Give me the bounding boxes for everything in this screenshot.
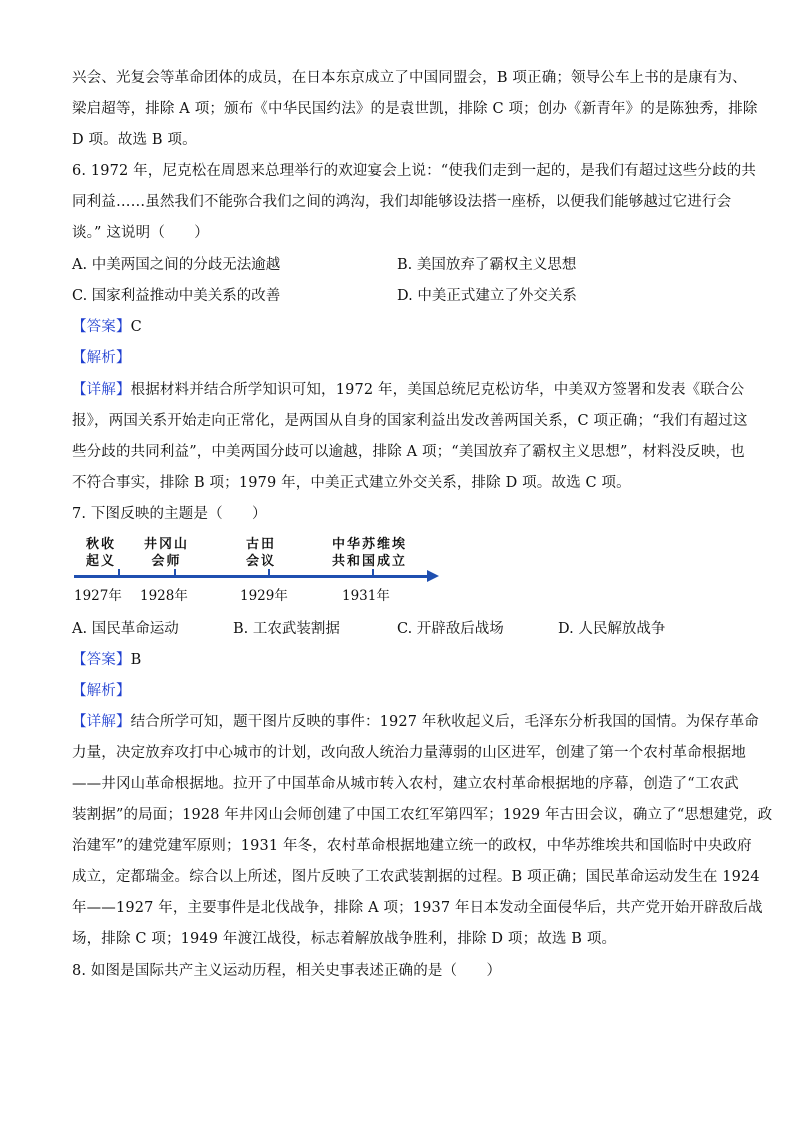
q6-option-a: A. 中美两国之间的分歧无法逾越 [72, 257, 281, 273]
q6-option-d: D. 中美正式建立了外交关系 [397, 288, 577, 304]
analysis-tag: 【解析】 [72, 350, 131, 366]
answer-value: C [130, 319, 142, 335]
timeline-year: 1927年 [74, 588, 122, 604]
q7-detail: 成立，定都瑞金。综合以上所述，图片反映了工农武装割据的过程。B 项正确；国民革命运动发生在 1924 [72, 869, 760, 885]
timeline-event-label [144, 536, 189, 570]
q7-option-d: D. 人民解放战争 [558, 621, 666, 637]
q6-analysis-tag [72, 348, 722, 368]
detail-text: 结合所学可知，题干图片反映的事件：1927 年秋收起义后，毛泽东分析我国的国情。为保存革命 [130, 714, 759, 730]
q7-option-a: A. 国民革命运动 [72, 621, 179, 637]
timeline-figure [72, 532, 452, 606]
timeline-tick [268, 569, 270, 576]
q7-option-b: B. 工农武装割据 [233, 621, 340, 637]
timeline-event-label [86, 536, 116, 570]
q7-detail [72, 712, 759, 732]
q6-detail: 报》，两国关系开始走向正常化，是两国从自身的国家利益出发改善两国关系，C 项正确；“我们有超过这 [72, 413, 748, 429]
timeline-event-line: 古田 [246, 537, 277, 552]
timeline-tick [118, 569, 120, 576]
timeline-event-line: 中华苏维埃 [332, 537, 408, 552]
q6-stem: 谈。” 这说明（ ） [72, 225, 209, 241]
q7-detail: 场，排除 C 项；1949 年渡江战役，标志着解放战争胜利，排除 D 项；故选 B 项。 [72, 931, 617, 947]
q7-detail: 治建军”的建党建军原则；1931 年冬，农村革命根据地建立统一的政权，中华苏维埃共和国临时中央政府 [72, 838, 752, 854]
timeline-event-label [246, 536, 276, 570]
timeline-event-line: 井冈山 [144, 537, 190, 552]
q6-stem: 6. 1972 年，尼克松在周恩来总理举行的欢迎宴会上说：“使我们走到一起的，是我们有超过这些分歧的共 [72, 163, 757, 179]
q6-option-c: C. 国家利益推动中美关系的改善 [72, 288, 281, 304]
detail-text: 根据材料并结合所学知识可知，1972 年，美国总统尼克松访华，中美双方签署和发表《联合公 [130, 382, 745, 398]
timeline-event-label [332, 536, 407, 570]
analysis-tag: 【解析】 [72, 683, 131, 699]
q8-stem: 8. 如图是国际共产主义运动历程，相关史事表述正确的是（ ） [72, 963, 502, 979]
q6-detail: 些分歧的共同利益”，中美两国分歧可以逾越，排除 A 项；“美国放弃了霸权主义思想”，材料没反映，也 [72, 444, 745, 460]
timeline-event-line: 共和国成立 [332, 554, 408, 569]
q7-stem: 7. 下图反映的主题是（ ） [72, 506, 267, 522]
timeline-tick [174, 569, 176, 576]
q7-detail: ——井冈山革命根据地。拉开了中国革命从城市转入农村，建立农村革命根据地的序幕，创造了“工农武 [72, 776, 739, 792]
timeline-year: 1928年 [140, 588, 188, 604]
text-line: 梁启超等，排除 A 项；颁布《中华民国约法》的是袁世凯，排除 C 项；创办《新青年》的是陈独秀，排除 [72, 101, 758, 117]
timeline-event-line: 秋收 [86, 537, 117, 552]
q6-option-b: B. 美国放弃了霸权主义思想 [397, 257, 577, 273]
timeline-event-line: 会师 [151, 554, 182, 569]
q6-answer [72, 317, 722, 337]
timeline-year: 1931年 [342, 588, 390, 604]
timeline-year: 1929年 [240, 588, 288, 604]
answer-tag: 【答案】 [72, 652, 131, 668]
detail-tag: 【详解】 [72, 382, 131, 398]
q6-detail [72, 380, 745, 400]
q7-analysis-tag [72, 681, 722, 701]
timeline-tick [372, 569, 374, 576]
timeline-axis [74, 575, 429, 578]
q6-stem: 同利益……虽然我们不能弥合我们之间的鸿沟，我们却能够设法搭一座桥，以便我们能够越过它进行会 [72, 194, 732, 210]
answer-value: B [130, 652, 142, 668]
q7-option-c: C. 开辟敌后战场 [397, 621, 504, 637]
detail-tag: 【详解】 [72, 714, 131, 730]
q6-detail: 不符合事实，排除 B 项；1979 年，中美正式建立外交关系，排除 D 项。故选 C 项。 [72, 475, 631, 491]
q7-detail: 力量，决定放弃攻打中心城市的计划，改向敌人统治力量薄弱的山区进军，创建了第一个农村革命根据地 [72, 745, 746, 761]
q7-detail: 年——1927 年，主要事件是北伐战争，排除 A 项；1937 年日本发动全面侵华后，共产党开始开辟敌后战 [72, 900, 763, 916]
timeline-event-line: 起义 [86, 554, 117, 569]
timeline-arrow-icon [427, 570, 439, 582]
answer-tag: 【答案】 [72, 319, 131, 335]
timeline-event-line: 会议 [246, 554, 277, 569]
text-line: 兴会、光复会等革命团体的成员，在日本东京成立了中国同盟会，B 项正确；领导公车上书的是康有为、 [72, 70, 747, 86]
text-line: D 项。故选 B 项。 [72, 132, 197, 148]
q7-answer [72, 650, 722, 670]
q7-detail: 装割据”的局面；1928 年井冈山会师创建了中国工农红军第四军；1929 年古田会议，确立了“思想建党，政 [72, 807, 773, 823]
